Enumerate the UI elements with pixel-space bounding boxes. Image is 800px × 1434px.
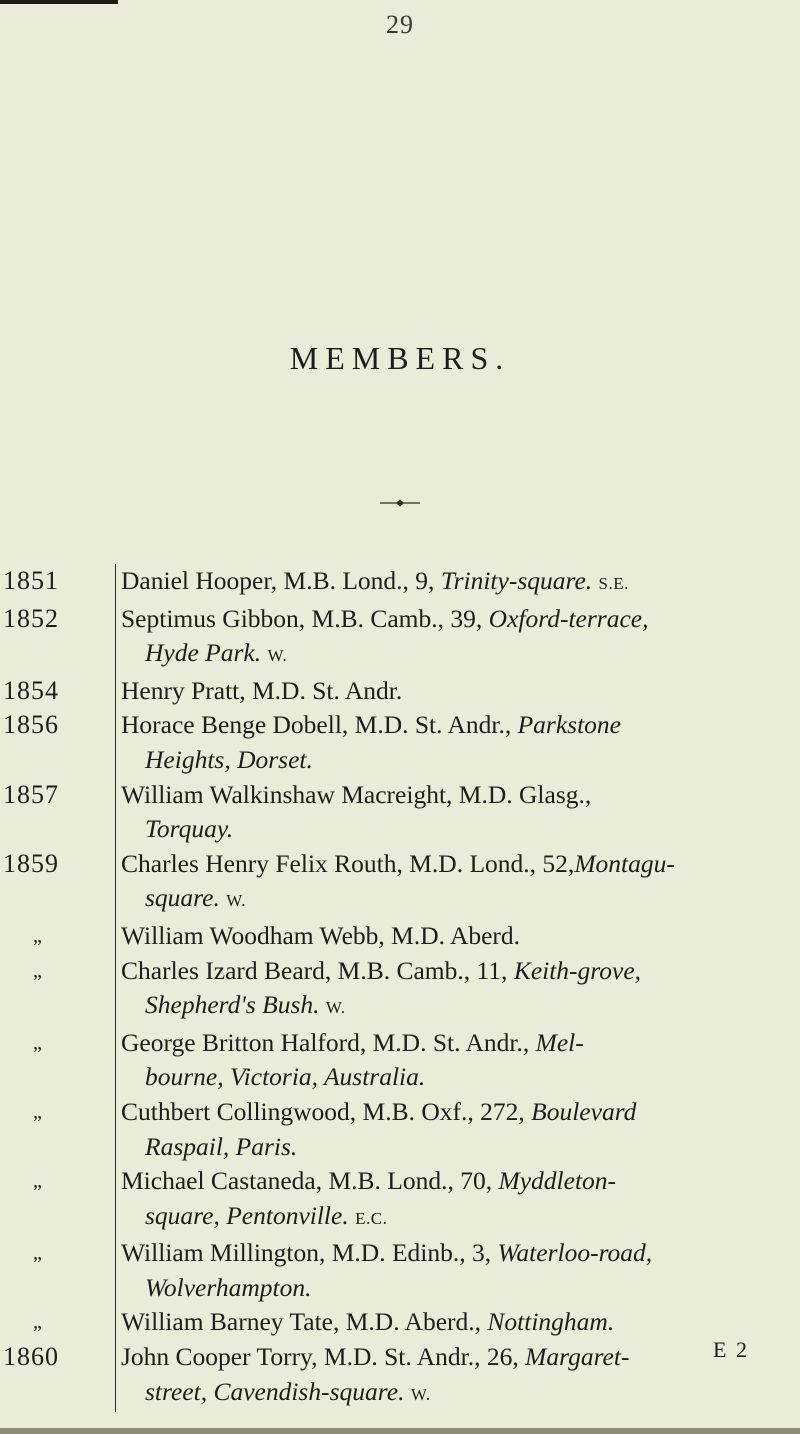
member-details: Charles Henry Felix Routh, M.D. Lond., 52,Montagu- square. W. <box>115 847 760 919</box>
member-entry <box>0 708 800 777</box>
election-year: 1851 <box>3 566 59 595</box>
member-details: William Millington, M.D. Edinb., 3, Waterloo-road, Wolverhampton. <box>115 1236 760 1305</box>
member-entry <box>0 1236 800 1305</box>
ditto-mark: „ <box>33 1031 43 1054</box>
member-details: William Walkinshaw Macreight, M.D. Glasg., Torquay. <box>115 778 760 847</box>
member-entry <box>0 778 800 847</box>
page-number: 29 <box>386 10 414 39</box>
election-year: 1852 <box>3 603 59 633</box>
ditto-mark: „ <box>33 1242 43 1265</box>
member-entry <box>0 919 800 954</box>
member-details: Charles Izard Beard, M.B. Camb., 11, Keith-grove, Shepherd's Bush. W. <box>115 954 760 1026</box>
election-year: 1856 <box>3 710 59 740</box>
ditto-mark: „ <box>33 1311 43 1334</box>
page-title: MEMBERS. <box>289 340 511 376</box>
bottom-edge-mark <box>0 1428 800 1434</box>
member-details: William Barney Tate, M.D. Aberd., Nottingham. <box>115 1305 760 1340</box>
member-entry <box>0 1026 800 1095</box>
member-details: Septimus Gibbon, M.B. Camb., 39, Oxford-terrace, Hyde Park. W. <box>115 602 760 674</box>
member-entry <box>0 1095 800 1164</box>
election-year: 1854 <box>3 675 59 705</box>
ornament-divider <box>380 498 420 508</box>
member-entry <box>0 1305 800 1340</box>
member-details: George Britton Halford, M.D. St. Andr., Mel- bourne, Victoria, Australia. <box>115 1026 760 1095</box>
member-entry <box>0 847 800 919</box>
member-details: Horace Benge Dobell, M.D. St. Andr., Parkstone Heights, Dorset. <box>115 708 760 777</box>
ditto-mark: „ <box>33 1100 43 1123</box>
member-entry <box>0 564 800 602</box>
member-entry <box>0 602 800 674</box>
member-details: Cuthbert Collingwood, M.B. Oxf., 272, Boulevard Raspail, Paris. <box>115 1095 760 1164</box>
ditto-mark: „ <box>33 959 43 982</box>
members-list <box>0 564 800 1412</box>
member-details: John Cooper Torry, M.D. St. Andr., 26, Margaret- street, Cavendish-square. W. <box>115 1340 760 1412</box>
member-entry <box>0 1164 800 1236</box>
member-details: Henry Pratt, M.D. St. Andr. <box>115 674 760 709</box>
member-entry <box>0 674 800 709</box>
member-entry <box>0 954 800 1026</box>
election-year: 1860 <box>3 1342 59 1372</box>
ditto-mark: „ <box>33 1170 43 1193</box>
member-details: Michael Castaneda, M.B. Lond., 70, Myddleton- square, Pentonville. E.C. <box>115 1164 760 1236</box>
election-year: 1859 <box>3 848 59 878</box>
ditto-mark: „ <box>33 924 43 947</box>
top-edge-mark <box>0 0 118 4</box>
member-entry <box>0 1340 800 1412</box>
signature-mark: E 2 <box>713 1337 749 1362</box>
member-details: William Woodham Webb, M.D. Aberd. <box>115 919 760 954</box>
election-year: 1857 <box>3 779 59 809</box>
member-details: Daniel Hooper, M.B. Lond., 9, Trinity-square. S.E. <box>115 564 760 602</box>
